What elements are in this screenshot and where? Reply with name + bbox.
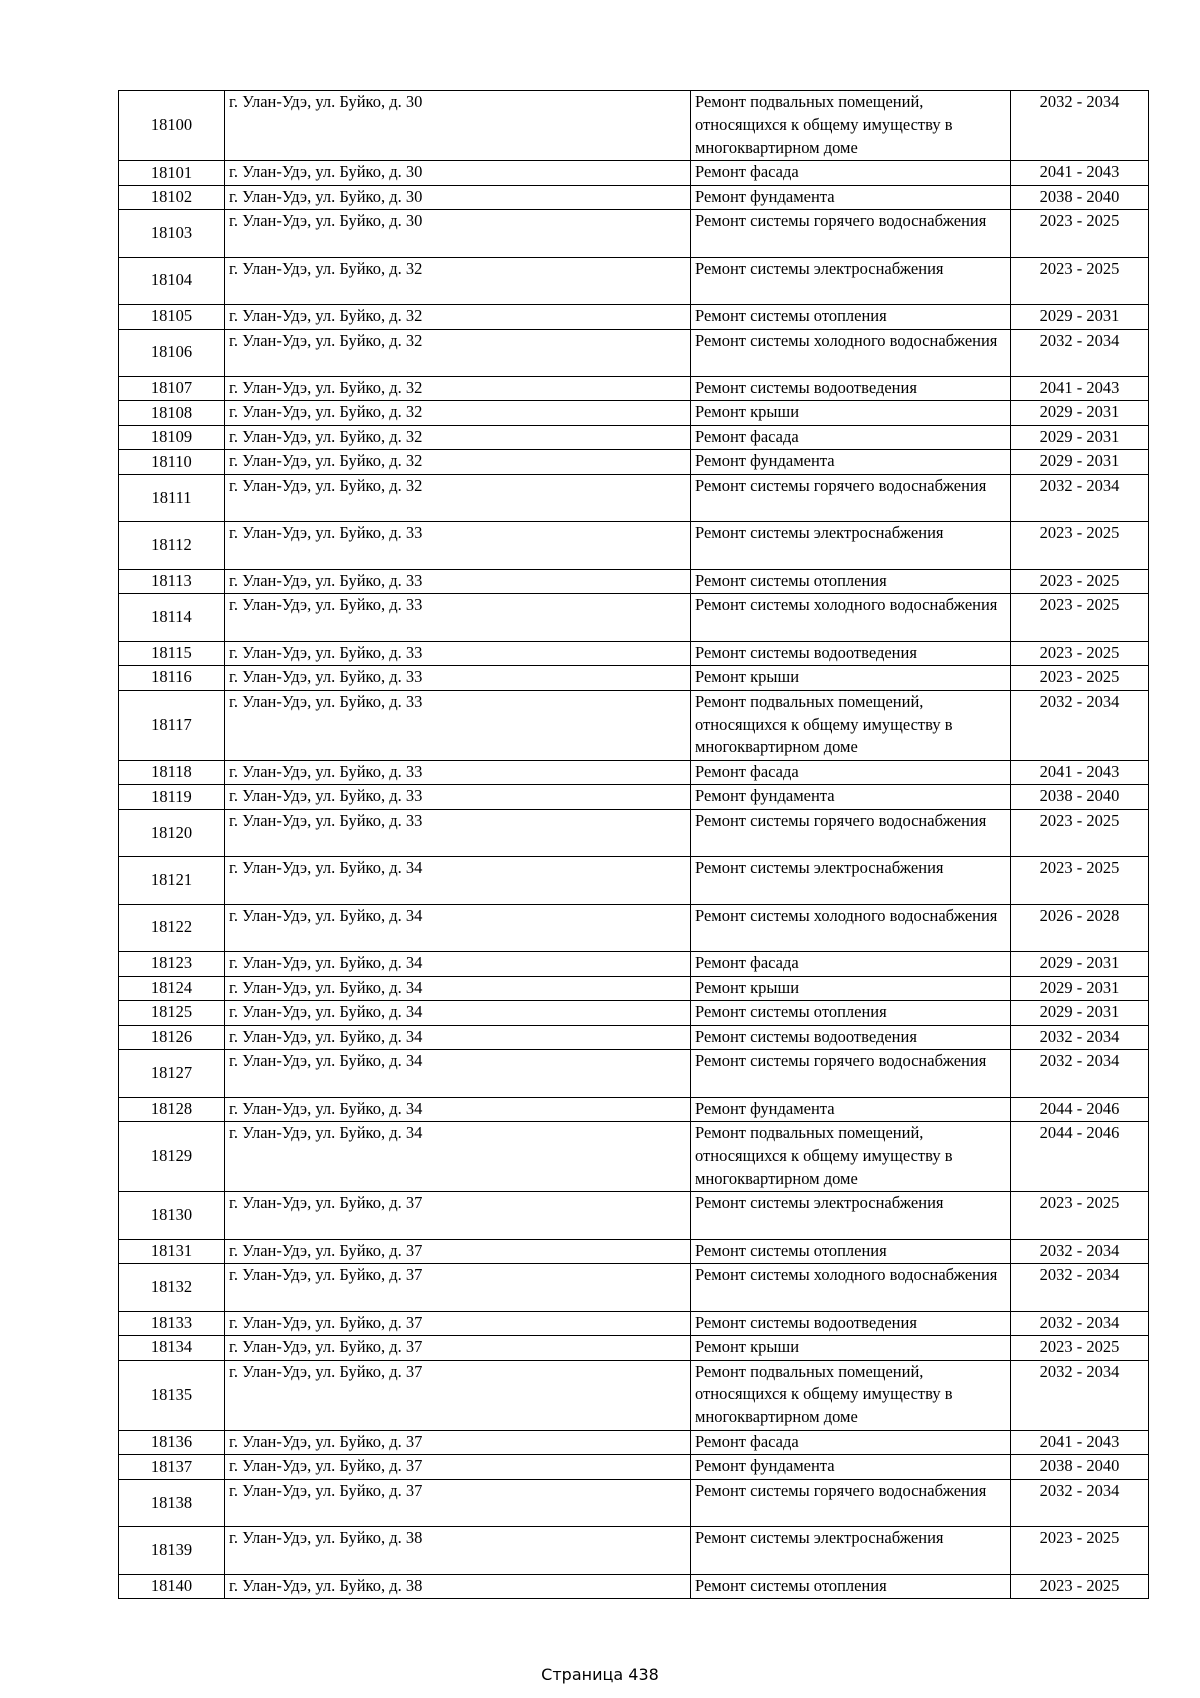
row-number-cell: 18104 <box>119 257 225 304</box>
table-row <box>119 1025 1149 1050</box>
work-type-cell: Ремонт фасада <box>691 952 1011 977</box>
row-number-cell: 18123 <box>119 952 225 977</box>
row-number-cell: 18131 <box>119 1239 225 1264</box>
table-row <box>119 1239 1149 1264</box>
period-cell: 2029 - 2031 <box>1011 425 1149 450</box>
period-cell: 2023 - 2025 <box>1011 257 1149 304</box>
address-cell: г. Улан-Удэ, ул. Буйко, д. 38 <box>225 1527 691 1574</box>
row-number-cell: 18132 <box>119 1264 225 1311</box>
table-row <box>119 376 1149 401</box>
row-number-cell: 18126 <box>119 1025 225 1050</box>
row-number-cell: 18121 <box>119 857 225 904</box>
address-cell: г. Улан-Удэ, ул. Буйко, д. 37 <box>225 1311 691 1336</box>
row-number-cell: 18106 <box>119 329 225 376</box>
period-cell: 2029 - 2031 <box>1011 401 1149 426</box>
address-cell: г. Улан-Удэ, ул. Буйко, д. 34 <box>225 1097 691 1122</box>
work-type-cell: Ремонт системы электроснабжения <box>691 257 1011 304</box>
row-number-cell: 18103 <box>119 210 225 257</box>
table-row <box>119 161 1149 186</box>
table-row <box>119 785 1149 810</box>
row-number-cell: 18119 <box>119 785 225 810</box>
table-row <box>119 1097 1149 1122</box>
table-row <box>119 809 1149 856</box>
row-number-cell: 18105 <box>119 305 225 330</box>
address-cell: г. Улан-Удэ, ул. Буйко, д. 37 <box>225 1336 691 1361</box>
work-type-cell: Ремонт крыши <box>691 1336 1011 1361</box>
table-row <box>119 1479 1149 1526</box>
work-type-cell: Ремонт фасада <box>691 161 1011 186</box>
period-cell: 2023 - 2025 <box>1011 666 1149 691</box>
work-type-cell: Ремонт фундамента <box>691 785 1011 810</box>
row-number-cell: 18107 <box>119 376 225 401</box>
address-cell: г. Улан-Удэ, ул. Буйко, д. 37 <box>225 1430 691 1455</box>
row-number-cell: 18122 <box>119 904 225 951</box>
period-cell: 2038 - 2040 <box>1011 185 1149 210</box>
address-cell: г. Улан-Удэ, ул. Буйко, д. 30 <box>225 210 691 257</box>
table-row <box>119 1527 1149 1574</box>
row-number-cell: 18113 <box>119 569 225 594</box>
row-number-cell: 18101 <box>119 161 225 186</box>
address-cell: г. Улан-Удэ, ул. Буйко, д. 32 <box>225 450 691 475</box>
address-cell: г. Улан-Удэ, ул. Буйко, д. 30 <box>225 161 691 186</box>
row-number-cell: 18110 <box>119 450 225 475</box>
address-cell: г. Улан-Удэ, ул. Буйко, д. 34 <box>225 976 691 1001</box>
address-cell: г. Улан-Удэ, ул. Буйко, д. 34 <box>225 1025 691 1050</box>
work-type-cell: Ремонт системы электроснабжения <box>691 522 1011 569</box>
address-cell: г. Улан-Удэ, ул. Буйко, д. 34 <box>225 1001 691 1026</box>
table-row <box>119 1336 1149 1361</box>
row-number-cell: 18109 <box>119 425 225 450</box>
work-type-cell: Ремонт фасада <box>691 760 1011 785</box>
table-row <box>119 1311 1149 1336</box>
period-cell: 2023 - 2025 <box>1011 1527 1149 1574</box>
work-type-cell: Ремонт подвальных помещений, относящихся к общему имуществу в многоквартирном доме <box>691 91 1011 161</box>
period-cell: 2026 - 2028 <box>1011 904 1149 951</box>
address-cell: г. Улан-Удэ, ул. Буйко, д. 37 <box>225 1455 691 1480</box>
work-type-cell: Ремонт системы электроснабжения <box>691 857 1011 904</box>
row-number-cell: 18140 <box>119 1574 225 1599</box>
period-cell: 2032 - 2034 <box>1011 1050 1149 1097</box>
address-cell: г. Улан-Удэ, ул. Буйко, д. 34 <box>225 1122 691 1192</box>
table-body <box>119 91 1149 1599</box>
work-type-cell: Ремонт системы отопления <box>691 305 1011 330</box>
period-cell: 2032 - 2034 <box>1011 690 1149 760</box>
address-cell: г. Улан-Удэ, ул. Буйко, д. 33 <box>225 785 691 810</box>
period-cell: 2029 - 2031 <box>1011 305 1149 330</box>
table-row <box>119 1360 1149 1430</box>
period-cell: 2023 - 2025 <box>1011 1574 1149 1599</box>
period-cell: 2023 - 2025 <box>1011 569 1149 594</box>
work-type-cell: Ремонт системы отопления <box>691 1001 1011 1026</box>
table-row <box>119 1430 1149 1455</box>
work-type-cell: Ремонт фундамента <box>691 450 1011 475</box>
work-type-cell: Ремонт фасада <box>691 1430 1011 1455</box>
row-number-cell: 18120 <box>119 809 225 856</box>
table-row <box>119 185 1149 210</box>
row-number-cell: 18138 <box>119 1479 225 1526</box>
address-cell: г. Улан-Удэ, ул. Буйко, д. 34 <box>225 904 691 951</box>
period-cell: 2038 - 2040 <box>1011 785 1149 810</box>
table-row <box>119 474 1149 521</box>
table-row <box>119 257 1149 304</box>
row-number-cell: 18139 <box>119 1527 225 1574</box>
period-cell: 2032 - 2034 <box>1011 329 1149 376</box>
period-cell: 2023 - 2025 <box>1011 641 1149 666</box>
address-cell: г. Улан-Удэ, ул. Буйко, д. 32 <box>225 329 691 376</box>
works-table <box>118 90 1149 1599</box>
row-number-cell: 18137 <box>119 1455 225 1480</box>
table-row <box>119 857 1149 904</box>
address-cell: г. Улан-Удэ, ул. Буйко, д. 33 <box>225 690 691 760</box>
period-cell: 2032 - 2034 <box>1011 474 1149 521</box>
period-cell: 2023 - 2025 <box>1011 857 1149 904</box>
address-cell: г. Улан-Удэ, ул. Буйко, д. 30 <box>225 91 691 161</box>
table-row <box>119 1264 1149 1311</box>
address-cell: г. Улан-Удэ, ул. Буйко, д. 34 <box>225 1050 691 1097</box>
table-row <box>119 569 1149 594</box>
address-cell: г. Улан-Удэ, ул. Буйко, д. 34 <box>225 857 691 904</box>
address-cell: г. Улан-Удэ, ул. Буйко, д. 38 <box>225 1574 691 1599</box>
table-row <box>119 91 1149 161</box>
table-row <box>119 425 1149 450</box>
work-type-cell: Ремонт фундамента <box>691 1097 1011 1122</box>
work-type-cell: Ремонт фундамента <box>691 185 1011 210</box>
address-cell: г. Улан-Удэ, ул. Буйко, д. 33 <box>225 522 691 569</box>
address-cell: г. Улан-Удэ, ул. Буйко, д. 32 <box>225 425 691 450</box>
table-row <box>119 760 1149 785</box>
period-cell: 2023 - 2025 <box>1011 809 1149 856</box>
row-number-cell: 18116 <box>119 666 225 691</box>
work-type-cell: Ремонт системы отопления <box>691 1239 1011 1264</box>
row-number-cell: 18108 <box>119 401 225 426</box>
work-type-cell: Ремонт системы горячего водоснабжения <box>691 210 1011 257</box>
row-number-cell: 18114 <box>119 594 225 641</box>
row-number-cell: 18125 <box>119 1001 225 1026</box>
period-cell: 2032 - 2034 <box>1011 1239 1149 1264</box>
address-cell: г. Улан-Удэ, ул. Буйко, д. 32 <box>225 305 691 330</box>
period-cell: 2032 - 2034 <box>1011 1025 1149 1050</box>
address-cell: г. Улан-Удэ, ул. Буйко, д. 30 <box>225 185 691 210</box>
period-cell: 2029 - 2031 <box>1011 1001 1149 1026</box>
work-type-cell: Ремонт системы электроснабжения <box>691 1527 1011 1574</box>
work-type-cell: Ремонт системы водоотведения <box>691 1025 1011 1050</box>
row-number-cell: 18115 <box>119 641 225 666</box>
work-type-cell: Ремонт системы водоотведения <box>691 1311 1011 1336</box>
period-cell: 2032 - 2034 <box>1011 1311 1149 1336</box>
table-row <box>119 1001 1149 1026</box>
row-number-cell: 18134 <box>119 1336 225 1361</box>
period-cell: 2023 - 2025 <box>1011 1336 1149 1361</box>
period-cell: 2023 - 2025 <box>1011 522 1149 569</box>
work-type-cell: Ремонт системы горячего водоснабжения <box>691 474 1011 521</box>
work-type-cell: Ремонт системы отопления <box>691 1574 1011 1599</box>
table-row <box>119 1574 1149 1599</box>
table-row <box>119 952 1149 977</box>
period-cell: 2038 - 2040 <box>1011 1455 1149 1480</box>
table-row <box>119 904 1149 951</box>
work-type-cell: Ремонт подвальных помещений, относящихся к общему имуществу в многоквартирном доме <box>691 690 1011 760</box>
table-row <box>119 522 1149 569</box>
row-number-cell: 18102 <box>119 185 225 210</box>
address-cell: г. Улан-Удэ, ул. Буйко, д. 33 <box>225 666 691 691</box>
period-cell: 2041 - 2043 <box>1011 1430 1149 1455</box>
table-row <box>119 401 1149 426</box>
work-type-cell: Ремонт системы водоотведения <box>691 376 1011 401</box>
table-row <box>119 666 1149 691</box>
row-number-cell: 18124 <box>119 976 225 1001</box>
work-type-cell: Ремонт системы горячего водоснабжения <box>691 1479 1011 1526</box>
table-row <box>119 594 1149 641</box>
work-type-cell: Ремонт подвальных помещений, относящихся к общему имуществу в многоквартирном доме <box>691 1122 1011 1192</box>
row-number-cell: 18100 <box>119 91 225 161</box>
row-number-cell: 18127 <box>119 1050 225 1097</box>
row-number-cell: 18130 <box>119 1192 225 1239</box>
work-type-cell: Ремонт системы горячего водоснабжения <box>691 1050 1011 1097</box>
address-cell: г. Улан-Удэ, ул. Буйко, д. 33 <box>225 569 691 594</box>
address-cell: г. Улан-Удэ, ул. Буйко, д. 32 <box>225 474 691 521</box>
row-number-cell: 18117 <box>119 690 225 760</box>
period-cell: 2023 - 2025 <box>1011 1192 1149 1239</box>
work-type-cell: Ремонт системы водоотведения <box>691 641 1011 666</box>
work-type-cell: Ремонт системы холодного водоснабжения <box>691 329 1011 376</box>
address-cell: г. Улан-Удэ, ул. Буйко, д. 34 <box>225 952 691 977</box>
work-type-cell: Ремонт системы горячего водоснабжения <box>691 809 1011 856</box>
address-cell: г. Улан-Удэ, ул. Буйко, д. 37 <box>225 1360 691 1430</box>
page-number: Страница 438 <box>541 1665 659 1684</box>
address-cell: г. Улан-Удэ, ул. Буйко, д. 37 <box>225 1264 691 1311</box>
table-row <box>119 690 1149 760</box>
period-cell: 2029 - 2031 <box>1011 976 1149 1001</box>
table-row <box>119 305 1149 330</box>
row-number-cell: 18133 <box>119 1311 225 1336</box>
table-row <box>119 1050 1149 1097</box>
row-number-cell: 18112 <box>119 522 225 569</box>
period-cell: 2041 - 2043 <box>1011 376 1149 401</box>
address-cell: г. Улан-Удэ, ул. Буйко, д. 32 <box>225 376 691 401</box>
table-row <box>119 976 1149 1001</box>
work-type-cell: Ремонт подвальных помещений, относящихся к общему имуществу в многоквартирном доме <box>691 1360 1011 1430</box>
period-cell: 2032 - 2034 <box>1011 1479 1149 1526</box>
work-type-cell: Ремонт крыши <box>691 666 1011 691</box>
table-row <box>119 1122 1149 1192</box>
work-type-cell: Ремонт системы холодного водоснабжения <box>691 904 1011 951</box>
table-row <box>119 210 1149 257</box>
period-cell: 2023 - 2025 <box>1011 594 1149 641</box>
period-cell: 2041 - 2043 <box>1011 161 1149 186</box>
work-type-cell: Ремонт крыши <box>691 401 1011 426</box>
table-row <box>119 450 1149 475</box>
address-cell: г. Улан-Удэ, ул. Буйко, д. 37 <box>225 1239 691 1264</box>
period-cell: 2041 - 2043 <box>1011 760 1149 785</box>
address-cell: г. Улан-Удэ, ул. Буйко, д. 33 <box>225 809 691 856</box>
row-number-cell: 18129 <box>119 1122 225 1192</box>
period-cell: 2023 - 2025 <box>1011 210 1149 257</box>
period-cell: 2044 - 2046 <box>1011 1122 1149 1192</box>
work-type-cell: Ремонт фундамента <box>691 1455 1011 1480</box>
address-cell: г. Улан-Удэ, ул. Буйко, д. 33 <box>225 760 691 785</box>
row-number-cell: 18128 <box>119 1097 225 1122</box>
table-row <box>119 1455 1149 1480</box>
table-row <box>119 1192 1149 1239</box>
row-number-cell: 18136 <box>119 1430 225 1455</box>
work-type-cell: Ремонт системы электроснабжения <box>691 1192 1011 1239</box>
period-cell: 2029 - 2031 <box>1011 952 1149 977</box>
address-cell: г. Улан-Удэ, ул. Буйко, д. 37 <box>225 1192 691 1239</box>
address-cell: г. Улан-Удэ, ул. Буйко, д. 37 <box>225 1479 691 1526</box>
work-type-cell: Ремонт системы холодного водоснабжения <box>691 1264 1011 1311</box>
address-cell: г. Улан-Удэ, ул. Буйко, д. 32 <box>225 401 691 426</box>
period-cell: 2032 - 2034 <box>1011 1264 1149 1311</box>
work-type-cell: Ремонт системы холодного водоснабжения <box>691 594 1011 641</box>
period-cell: 2032 - 2034 <box>1011 1360 1149 1430</box>
period-cell: 2032 - 2034 <box>1011 91 1149 161</box>
row-number-cell: 18118 <box>119 760 225 785</box>
address-cell: г. Улан-Удэ, ул. Буйко, д. 33 <box>225 594 691 641</box>
row-number-cell: 18135 <box>119 1360 225 1430</box>
table-row <box>119 641 1149 666</box>
address-cell: г. Улан-Удэ, ул. Буйко, д. 33 <box>225 641 691 666</box>
work-type-cell: Ремонт системы отопления <box>691 569 1011 594</box>
period-cell: 2044 - 2046 <box>1011 1097 1149 1122</box>
work-type-cell: Ремонт крыши <box>691 976 1011 1001</box>
row-number-cell: 18111 <box>119 474 225 521</box>
table-row <box>119 329 1149 376</box>
work-type-cell: Ремонт фасада <box>691 425 1011 450</box>
period-cell: 2029 - 2031 <box>1011 450 1149 475</box>
address-cell: г. Улан-Удэ, ул. Буйко, д. 32 <box>225 257 691 304</box>
